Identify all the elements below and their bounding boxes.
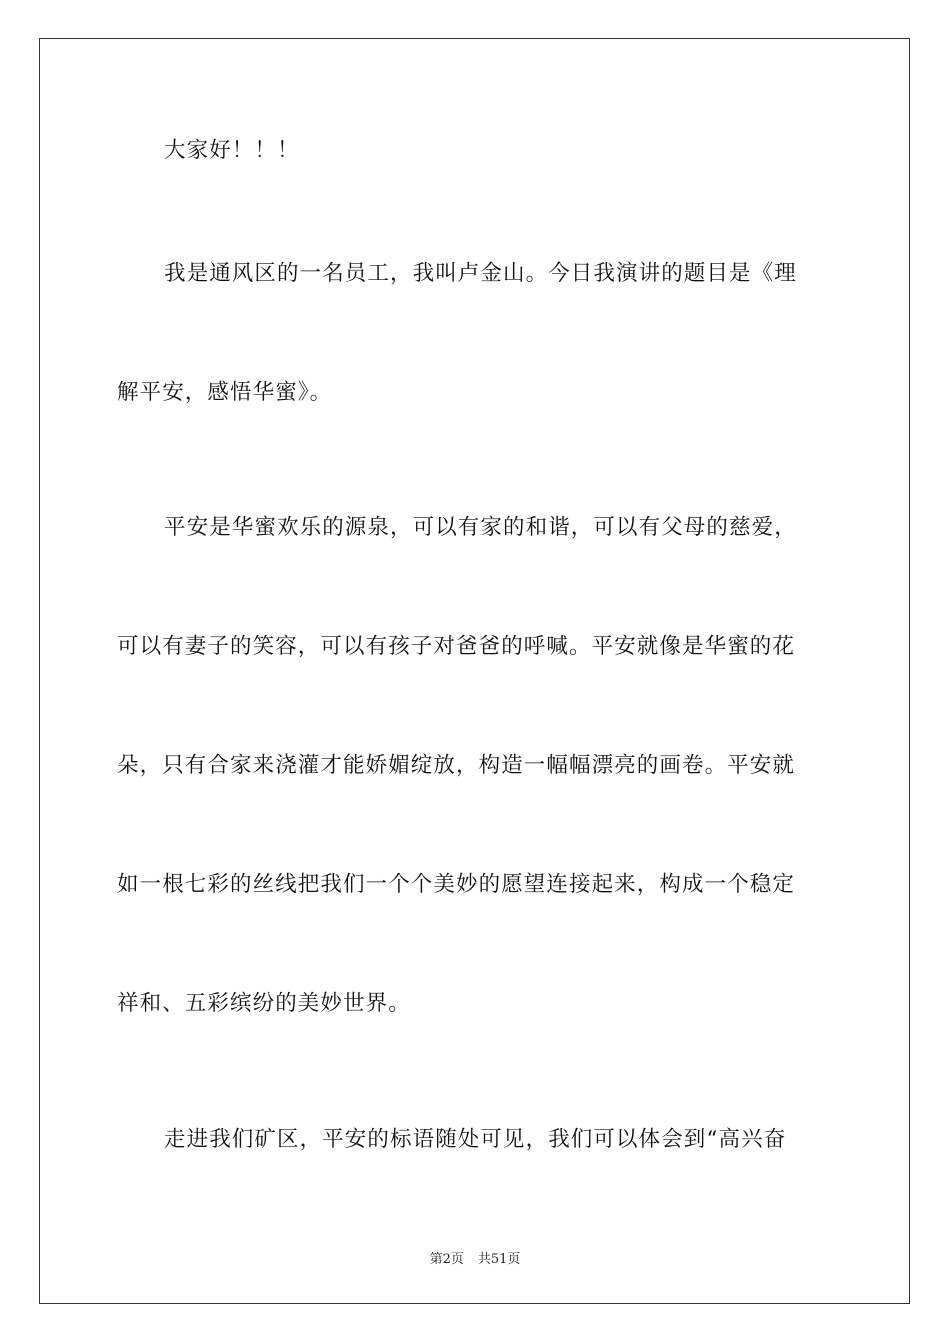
- text-line-paragraph-2-end: 祥和、五彩缤纷的美妙世界。: [117, 991, 411, 1016]
- page-footer: [0, 1248, 950, 1267]
- text-line-paragraph-2-cont: 朵，只有合家来浇灌才能娇媚绽放，构造一幅幅漂亮的画卷。平安就: [117, 753, 796, 778]
- text-line-paragraph-2-cont: 如一根七彩的丝线把我们一个个美妙的愿望连接起来，构成一个稳定: [117, 872, 796, 897]
- page-total: 共51页: [477, 1252, 521, 1267]
- text-line-paragraph-2: 平安是华蜜欢乐的源泉，可以有家的和谐，可以有父母的慈爱，: [164, 515, 797, 540]
- text-line-paragraph-3: 走进我们矿区，平安的标语随处可见，我们可以体会到“高兴奋: [164, 1127, 787, 1152]
- text-line-intro: 我是通风区的一名员工，我叫卢金山。今日我演讲的题目是《理: [164, 261, 797, 286]
- text-line-paragraph-2-cont: 可以有妻子的笑容，可以有孩子对爸爸的呼喊。平安就像是华蜜的花: [117, 634, 796, 659]
- page-frame: [39, 38, 910, 1304]
- text-line-intro-cont: 解平安，感悟华蜜》。: [117, 380, 333, 405]
- page-number: 第2页: [429, 1252, 464, 1267]
- text-line-greeting: 大家好！！！: [164, 138, 300, 163]
